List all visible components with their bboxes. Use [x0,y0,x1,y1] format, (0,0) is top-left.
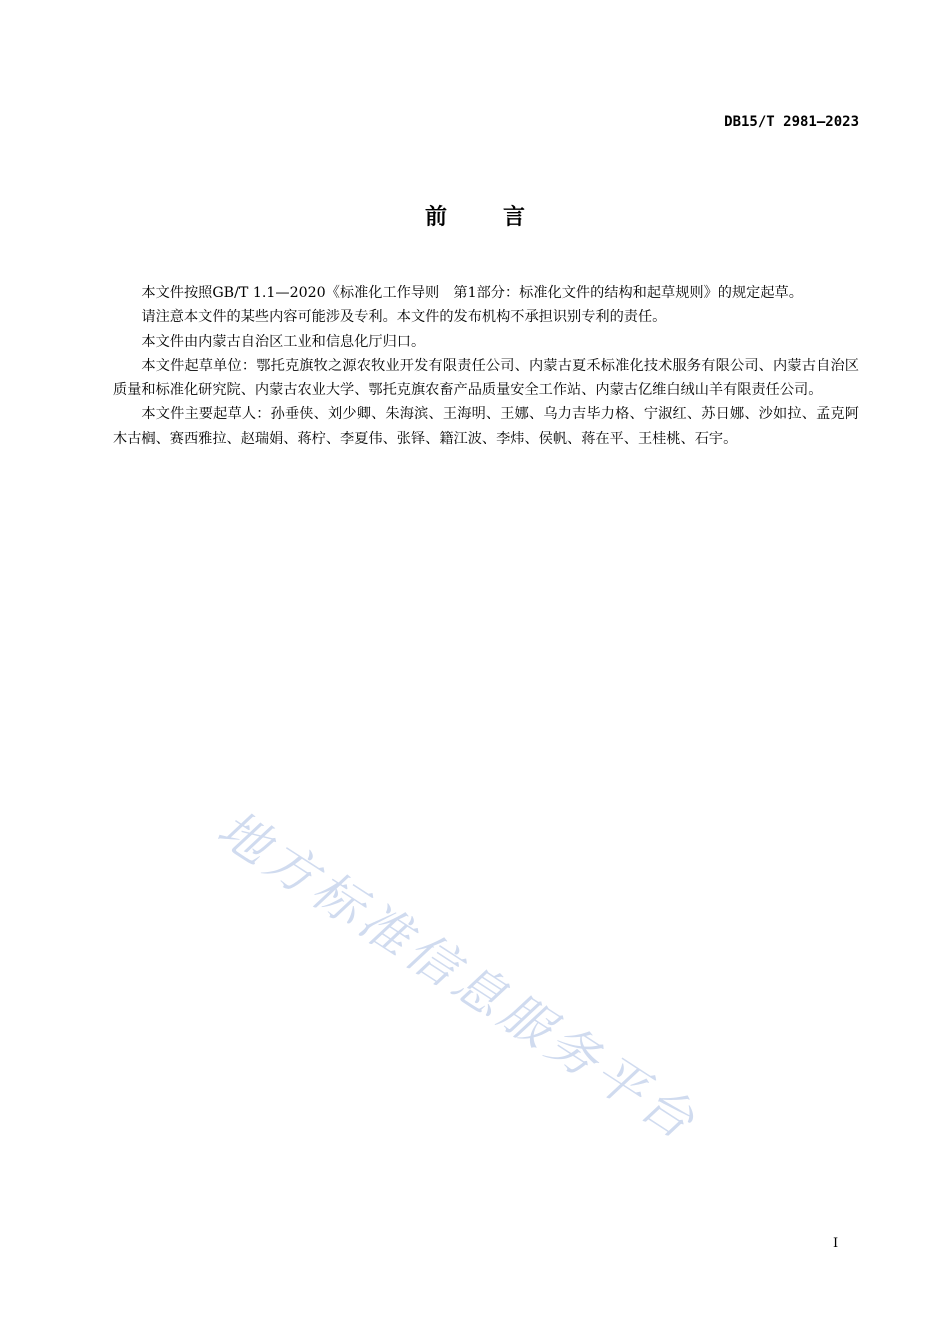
paragraph-drafters: 本文件主要起草人：孙垂侠、刘少卿、朱海滨、王海明、王娜、乌力吉毕力格、宁淑红、苏日娜、沙如拉、孟克阿木古榈、赛西雅拉、赵瑞娟、蒋柠、李夏伟、张铎、籍江波、李炜、侯帆、蒋在平、王桂桃、石宇。 [113,406,859,447]
paragraph-patent-notice: 请注意本文件的某些内容可能涉及专利。本文件的发布机构不承担识别专利的责任。 [141,309,667,326]
document-number: DB15/T 2981—2023 [724,114,859,130]
paragraph-drafting-units: 本文件起草单位：鄂托克旗牧之源农牧业开发有限责任公司、内蒙古夏禾标准化技术服务有限公司、内蒙古自治区质量和标准化研究院、内蒙古农业大学、鄂托克旗农畜产品质量安全工作站、内蒙古亿维白绒山羊有限责任公司。 [113,357,859,399]
paragraph-responsible-body: 本文件由内蒙古自治区工业和信息化厅归口。 [141,333,426,350]
page-title [0,200,950,231]
title-char-2: 言 [503,205,526,230]
page-number: I [833,1236,839,1251]
foreword-body [113,281,859,451]
paragraph-basis: 本文件按照GB/T 1.1—2020《标准化工作导则 第1部分：标准化文件的结构和起草规则》的规定起草。 [141,285,803,301]
title-char-1: 前 [424,205,447,230]
watermark: 地方标准信息服务平台 [207,799,709,1153]
